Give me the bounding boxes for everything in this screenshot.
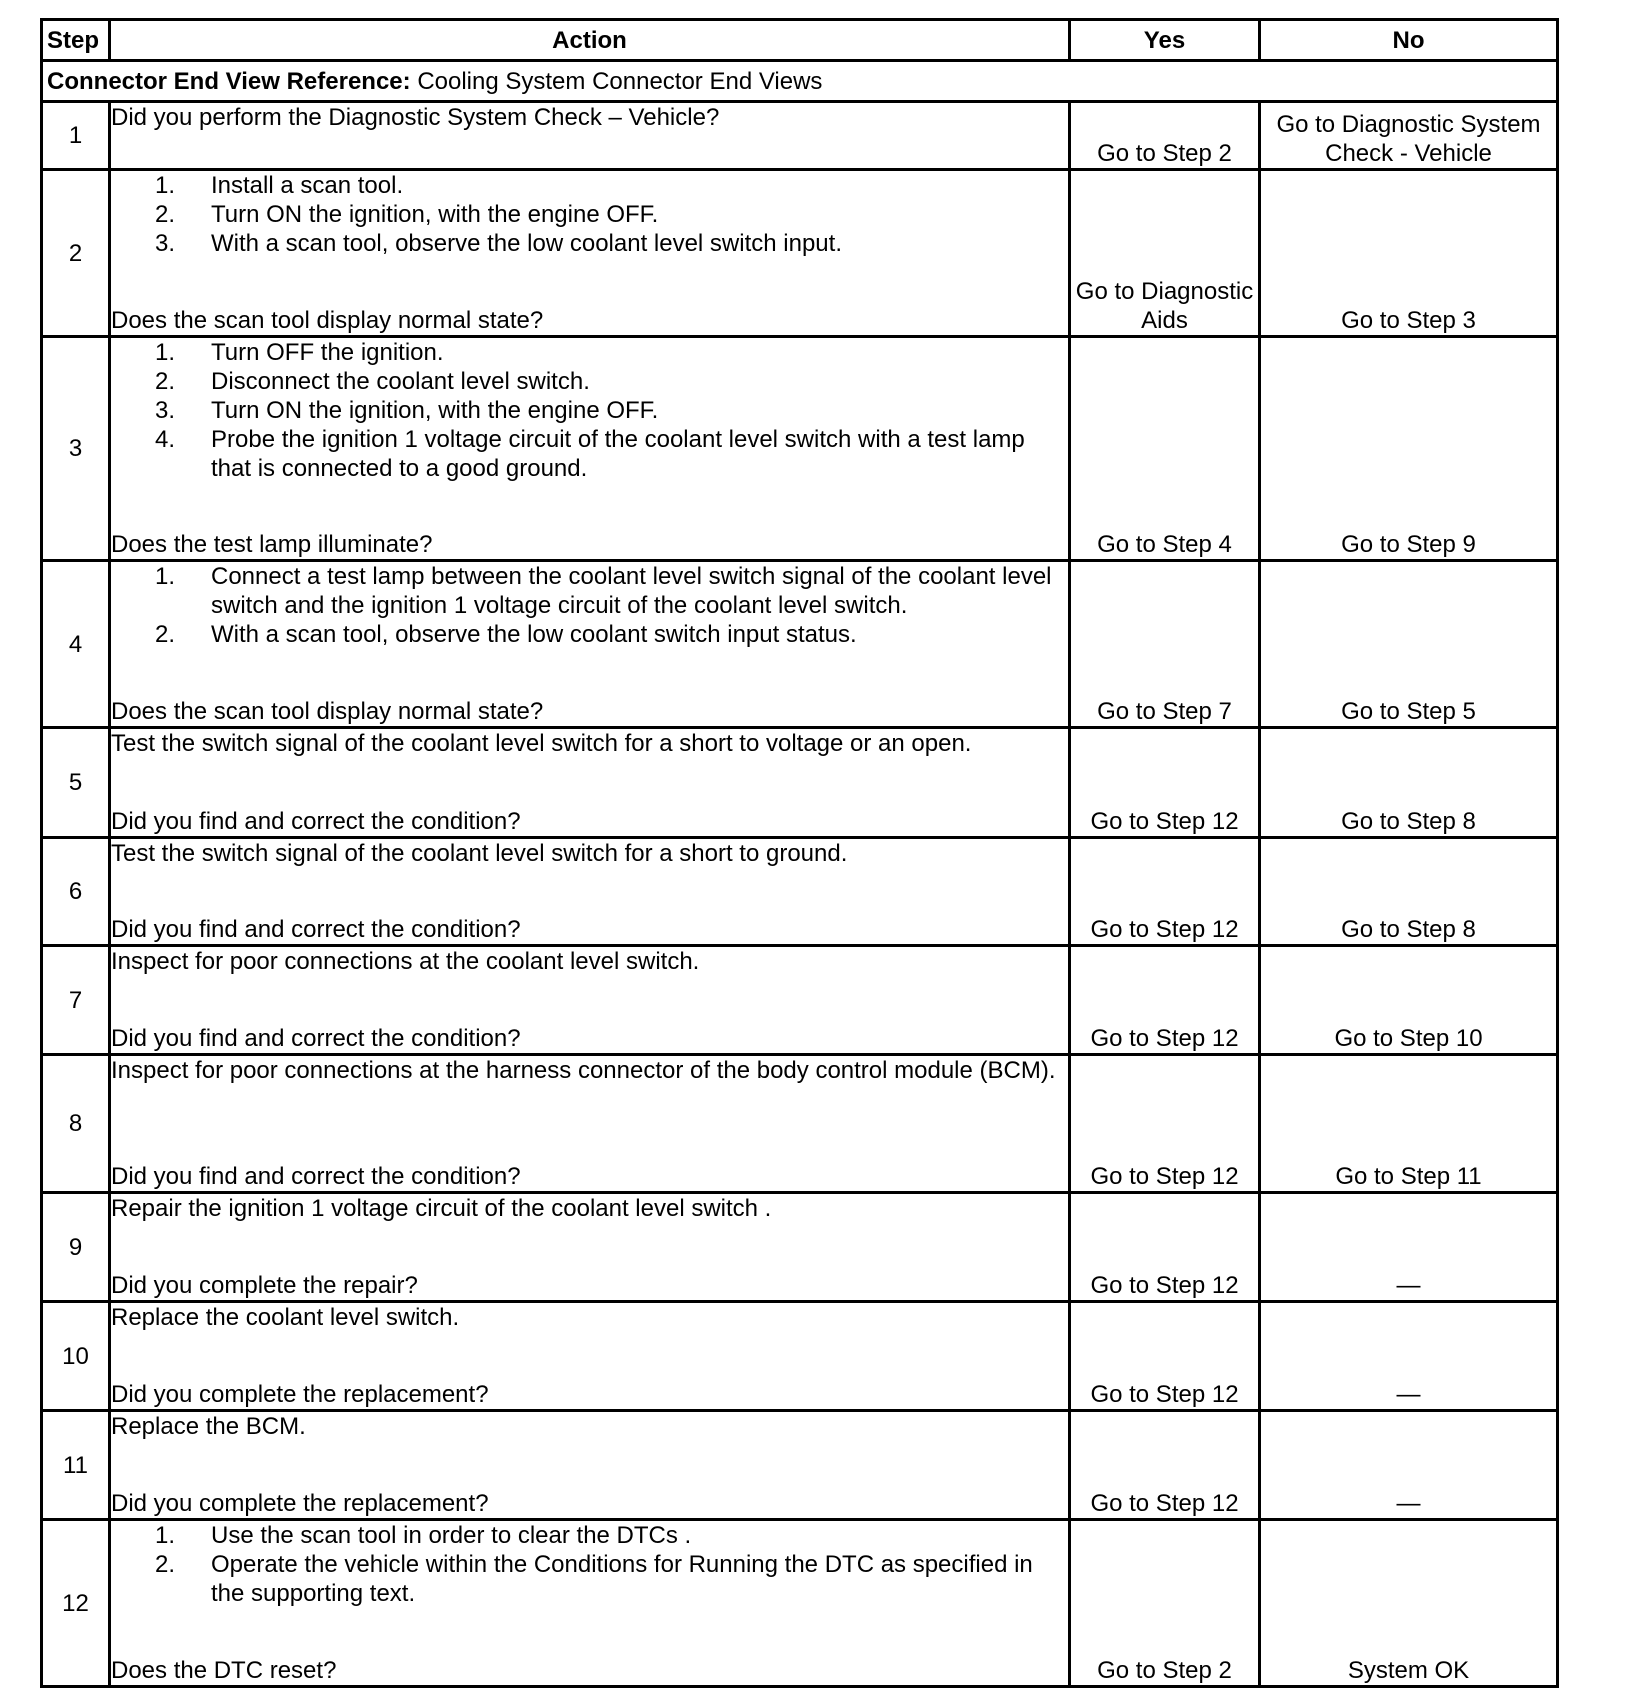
action-cell: [110, 102, 1070, 170]
yes-result: Go to Step 12: [1070, 946, 1260, 1055]
action-text: Test the switch signal of the coolant level switch for a short to ground.: [111, 840, 848, 867]
action-step-text: Connect a test lamp between the coolant level switch signal of the coolant level switch and the ignition 1 voltage circuit of the coolant level switch.: [211, 563, 1052, 619]
action-step-number: 1.: [155, 1522, 176, 1549]
no-result: —: [1260, 1193, 1558, 1302]
action-text: Repair the ignition 1 voltage circuit of the coolant level switch .: [111, 1195, 772, 1222]
step-number: 9: [42, 1193, 110, 1302]
action-step-item: [111, 396, 1068, 425]
action-question: Did you complete the repair?: [111, 1272, 418, 1299]
no-result: Go to Step 8: [1260, 728, 1558, 838]
step-number: 3: [42, 337, 110, 561]
no-result: System OK: [1260, 1520, 1558, 1687]
table-row: [42, 1193, 1558, 1302]
yes-result: Go to Step 12: [1070, 1411, 1260, 1520]
action-content: [111, 1303, 1068, 1409]
action-steps-list: [111, 562, 1068, 649]
action-cell: [110, 838, 1070, 946]
action-step-item: [111, 338, 1068, 367]
yes-result: Go to Step 12: [1070, 728, 1260, 838]
action-content: [111, 1056, 1068, 1191]
table-row: [42, 1520, 1558, 1687]
action-step-text: Use the scan tool in order to clear the DTCs .: [211, 1522, 692, 1549]
table-row: [42, 102, 1558, 170]
step-number: 11: [42, 1411, 110, 1520]
table-row: [42, 1411, 1558, 1520]
header-no: No: [1260, 20, 1558, 61]
action-step-text: With a scan tool, observe the low coolant switch input status.: [211, 621, 857, 648]
action-cell: [110, 1193, 1070, 1302]
no-result: Go to Step 3: [1260, 170, 1558, 337]
action-step-number: 3.: [155, 397, 176, 424]
action-cell: [110, 728, 1070, 838]
action-question: Did you find and correct the condition?: [111, 1163, 521, 1190]
reference-cell: [42, 61, 1558, 102]
action-body: [111, 1521, 1068, 1608]
action-content: [111, 1194, 1068, 1300]
no-result: Go to Step 11: [1260, 1055, 1558, 1193]
action-body: [111, 1412, 1068, 1441]
no-result: —: [1260, 1302, 1558, 1411]
no-result: Go to Step 5: [1260, 561, 1558, 728]
action-body: [111, 1303, 1068, 1332]
action-cell: [110, 337, 1070, 561]
action-step-item: [111, 171, 1068, 200]
step-number: 2: [42, 170, 110, 337]
action-cell: [110, 946, 1070, 1055]
action-text: Inspect for poor connections at the harness connector of the body control module (BCM).: [111, 1057, 1056, 1084]
action-text: Inspect for poor connections at the coolant level switch.: [111, 948, 700, 975]
action-content: [111, 947, 1068, 1053]
action-cell: [110, 1411, 1070, 1520]
step-number: 5: [42, 728, 110, 838]
action-step-text: Probe the ignition 1 voltage circuit of the coolant level switch with a test lamp that is connected to a good ground.: [211, 426, 1025, 482]
table-row: [42, 728, 1558, 838]
action-question: Does the DTC reset?: [111, 1657, 337, 1684]
action-question: Did you find and correct the condition?: [111, 916, 521, 943]
step-number: 10: [42, 1302, 110, 1411]
yes-result: Go to Step 2: [1070, 1520, 1260, 1687]
action-step-item: [111, 1550, 1068, 1608]
action-question: Did you find and correct the condition?: [111, 1025, 521, 1052]
action-text: Test the switch signal of the coolant level switch for a short to voltage or an open.: [111, 730, 972, 757]
action-question: Did you find and correct the condition?: [111, 808, 521, 835]
action-body: [111, 103, 1068, 132]
action-step-number: 2.: [155, 201, 176, 228]
reference-row: [42, 61, 1558, 102]
action-step-number: 2.: [155, 368, 176, 395]
table-row: [42, 170, 1558, 337]
table-row: [42, 838, 1558, 946]
action-step-number: 1.: [155, 563, 176, 590]
yes-result: Go to Step 12: [1070, 1193, 1260, 1302]
action-step-text: Disconnect the coolant level switch.: [211, 368, 590, 395]
yes-result: Go to Step 4: [1070, 337, 1260, 561]
diagnostic-table: [40, 18, 1559, 1688]
action-step-number: 2.: [155, 1551, 176, 1578]
action-question: Did you complete the replacement?: [111, 1490, 489, 1517]
action-body: [111, 947, 1068, 976]
action-step-number: 3.: [155, 230, 176, 257]
action-body: [111, 338, 1068, 483]
no-result: —: [1260, 1411, 1558, 1520]
action-step-item: [111, 229, 1068, 258]
action-content: [111, 338, 1068, 559]
action-cell: [110, 561, 1070, 728]
action-step-text: Install a scan tool.: [211, 172, 404, 199]
action-step-number: 1.: [155, 172, 176, 199]
action-body: [111, 1194, 1068, 1223]
yes-result: Go to Diagnostic Aids: [1070, 170, 1260, 337]
yes-result: Go to Step 7: [1070, 561, 1260, 728]
header-yes: Yes: [1070, 20, 1260, 61]
table-row: [42, 561, 1558, 728]
action-cell: [110, 1302, 1070, 1411]
action-step-item: [111, 200, 1068, 229]
table-row: [42, 337, 1558, 561]
step-number: 6: [42, 838, 110, 946]
table-row: [42, 946, 1558, 1055]
action-step-text: With a scan tool, observe the low coolant level switch input.: [211, 230, 842, 257]
action-body: [111, 1056, 1068, 1085]
action-content: [111, 171, 1068, 335]
action-step-item: [111, 1521, 1068, 1550]
reference-text: Cooling System Connector End Views: [410, 67, 823, 95]
action-step-text: Operate the vehicle within the Conditions for Running the DTC as specified in the supporting text.: [211, 1551, 1033, 1607]
action-content: [111, 729, 1068, 836]
action-content: [111, 562, 1068, 726]
action-steps-list: [111, 1521, 1068, 1608]
no-result: Go to Step 9: [1260, 337, 1558, 561]
action-cell: [110, 1520, 1070, 1687]
action-content: [111, 839, 1068, 944]
header-row: [42, 20, 1558, 61]
action-step-number: 2.: [155, 621, 176, 648]
action-question: Does the scan tool display normal state?: [111, 307, 544, 334]
action-content: [111, 1412, 1068, 1518]
action-step-number: 1.: [155, 339, 176, 366]
step-number: 1: [42, 102, 110, 170]
action-body: [111, 729, 1068, 758]
yes-result: Go to Step 12: [1070, 838, 1260, 946]
header-step: Step: [42, 20, 110, 61]
action-body: [111, 171, 1068, 258]
action-text: Replace the coolant level switch.: [111, 1304, 460, 1331]
action-steps-list: [111, 171, 1068, 258]
step-number: 7: [42, 946, 110, 1055]
action-cell: [110, 1055, 1070, 1193]
step-number: 12: [42, 1520, 110, 1687]
action-step-text: Turn ON the ignition, with the engine OFF.: [211, 397, 659, 424]
action-step-text: Turn ON the ignition, with the engine OFF.: [211, 201, 659, 228]
action-question: Does the test lamp illuminate?: [111, 531, 433, 558]
action-question: Did you complete the replacement?: [111, 1381, 489, 1408]
yes-result: Go to Step 2: [1070, 102, 1260, 170]
step-number: 8: [42, 1055, 110, 1193]
action-text: Did you perform the Diagnostic System Check – Vehicle?: [111, 104, 720, 131]
action-step-text: Turn OFF the ignition.: [211, 339, 444, 366]
no-result: Go to Step 10: [1260, 946, 1558, 1055]
table-row: [42, 1302, 1558, 1411]
yes-result: Go to Step 12: [1070, 1302, 1260, 1411]
action-body: [111, 839, 1068, 868]
step-number: 4: [42, 561, 110, 728]
action-body: [111, 562, 1068, 649]
action-step-item: [111, 367, 1068, 396]
action-question: Does the scan tool display normal state?: [111, 698, 544, 725]
action-content: [111, 1521, 1068, 1685]
table-row: [42, 1055, 1558, 1193]
action-step-item: [111, 425, 1068, 483]
action-content: [111, 103, 1068, 168]
action-steps-list: [111, 338, 1068, 483]
no-result: Go to Step 8: [1260, 838, 1558, 946]
header-action: Action: [110, 20, 1070, 61]
action-step-item: [111, 562, 1068, 620]
yes-result: Go to Step 12: [1070, 1055, 1260, 1193]
reference-label: Connector End View Reference:: [47, 67, 411, 95]
no-result: Go to Diagnostic System Check - Vehicle: [1260, 102, 1558, 170]
action-step-number: 4.: [155, 426, 176, 453]
action-cell: [110, 170, 1070, 337]
action-text: Replace the BCM.: [111, 1413, 306, 1440]
action-step-item: [111, 620, 1068, 649]
